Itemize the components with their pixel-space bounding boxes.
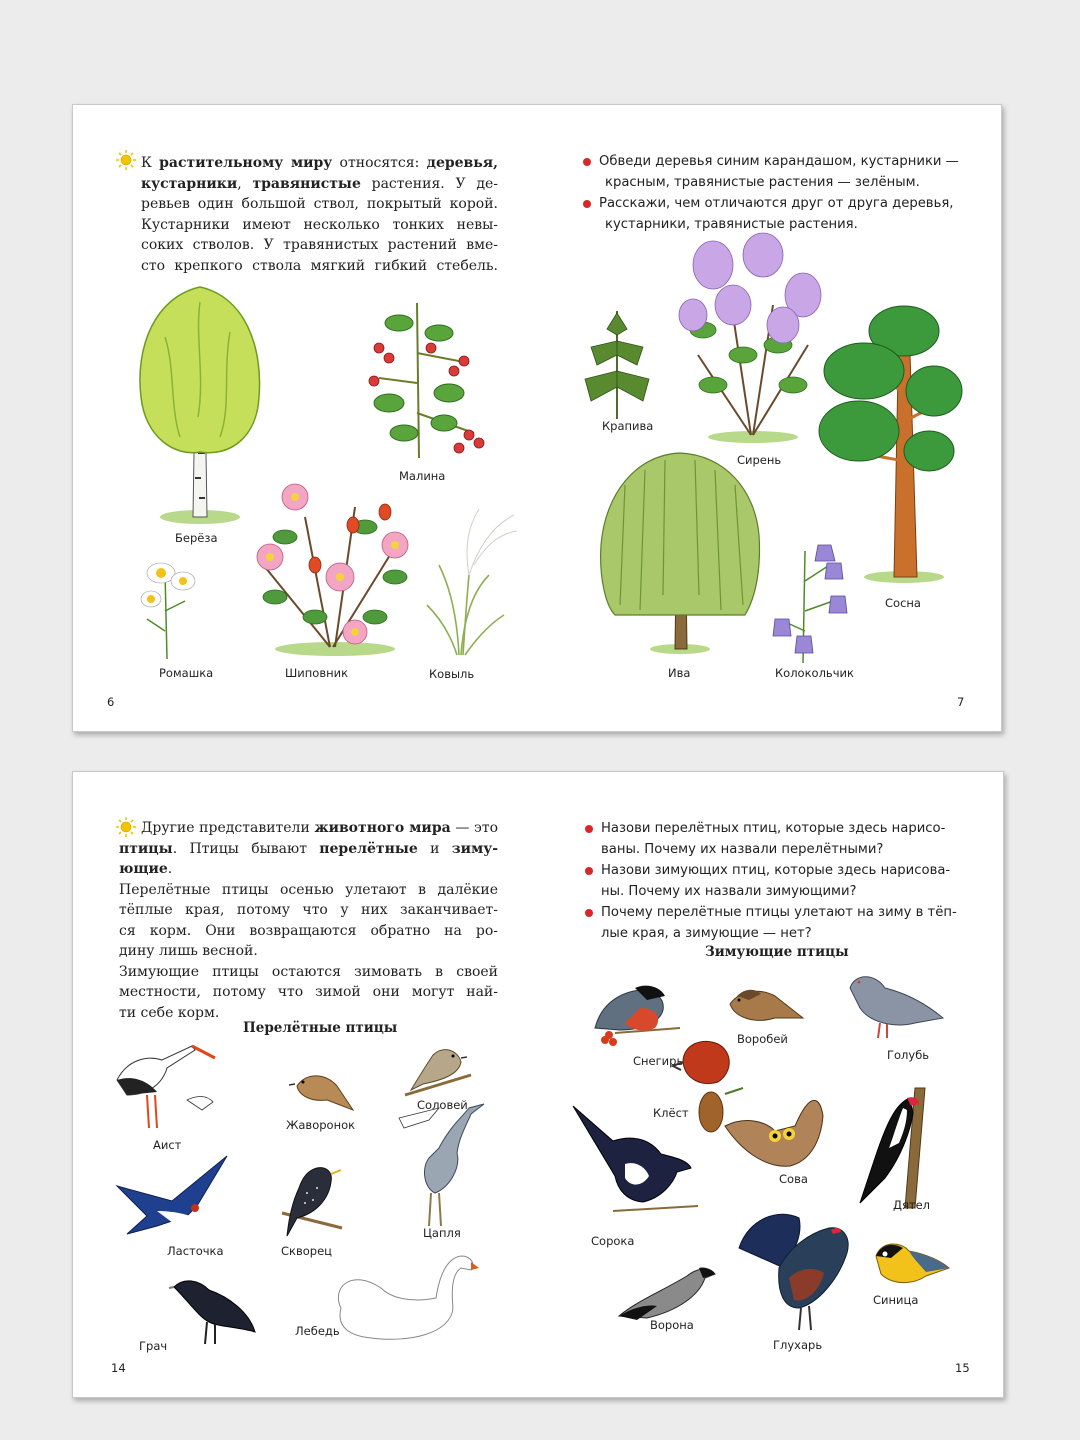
lark-illustration	[287, 1066, 357, 1116]
sun-icon	[115, 816, 137, 838]
woodpecker-illustration	[855, 1088, 945, 1208]
text-line: Кустарники имеют несколько тонких невы-	[141, 216, 498, 233]
magpie-label: Сорока	[591, 1234, 635, 1248]
feather-grass-illustration	[419, 505, 519, 660]
text-line: ревьев один большой ствол, покрытый корой.	[141, 196, 498, 212]
bullfinch-illustration	[585, 978, 685, 1048]
book-spread-birds	[72, 771, 1004, 1398]
capercaillie-label: Глухарь	[773, 1338, 823, 1352]
sparrow-illustration	[725, 982, 805, 1037]
sparrow-label: Воробей	[737, 1032, 788, 1046]
rook-label: Грач	[139, 1339, 168, 1353]
nightingale-illustration	[403, 1040, 473, 1100]
chamomile-label: Ромашка	[159, 666, 214, 680]
text-line: кустарники, травянистые растения. У де-	[141, 175, 498, 192]
bullet-dot	[583, 200, 591, 208]
rosehip-label: Шиповник	[285, 666, 349, 680]
swallow-illustration	[117, 1156, 237, 1236]
willow-label: Ива	[668, 666, 691, 680]
text-line: ся корм. Они возвращаются обратно на ро-	[119, 922, 498, 939]
nightingale-label: Соловей	[417, 1098, 468, 1112]
feather-grass-label: Ковыль	[429, 667, 475, 681]
owl-label: Сова	[779, 1172, 808, 1186]
plants-intro-text	[141, 153, 498, 276]
page-number-left: 14	[111, 1361, 126, 1375]
pigeon-illustration	[845, 968, 945, 1043]
pigeon-label: Голубь	[887, 1048, 930, 1062]
raspberry-illustration	[359, 293, 489, 463]
tit-label: Синица	[873, 1293, 919, 1307]
nettle-illustration	[577, 301, 657, 421]
text-line: ти себе корм.	[119, 1004, 220, 1021]
starling-label: Скворец	[281, 1244, 332, 1258]
crow-label: Ворона	[650, 1318, 694, 1332]
crossbill-label: Клёст	[653, 1106, 689, 1120]
page-number-right: 15	[955, 1361, 970, 1375]
stork-illustration	[107, 1040, 217, 1130]
lilac-label: Сирень	[737, 453, 782, 467]
wintering-birds-heading: Зимующие птицы	[705, 944, 849, 960]
crow-illustration	[617, 1256, 717, 1326]
woodpecker-label: Дятел	[893, 1198, 931, 1212]
lark-label: Жаворонок	[286, 1118, 356, 1132]
bullet-dot	[583, 158, 591, 166]
task-bullet: Назови зимующих птиц, которые здесь нарисова- ны. Почему их назвали зимующими?	[583, 860, 983, 902]
text-line: птицы. Птицы бывают перелётные и зиму-	[119, 840, 499, 857]
page-number-left: 6	[107, 695, 115, 709]
text-line: дину лишь весной.	[119, 943, 258, 959]
text-line: Другие представители животного мира — это	[141, 820, 499, 836]
swallow-label: Ласточка	[167, 1244, 224, 1258]
crossbill-illustration	[673, 1032, 743, 1092]
text-line: К растительному миру относятся: деревья,	[141, 155, 498, 171]
starling-illustration	[277, 1158, 347, 1238]
page-number-right: 7	[957, 695, 965, 709]
bullet-dot	[585, 909, 593, 917]
text-line: сто крепкого ствола мягкий гибкий стебель.	[141, 257, 498, 274]
bullet-dot	[585, 867, 593, 875]
heron-label: Цапля	[423, 1226, 461, 1240]
sun-icon	[115, 149, 137, 171]
magpie-illustration	[573, 1106, 713, 1226]
swan-label: Лебедь	[295, 1324, 340, 1338]
tit-illustration	[871, 1236, 951, 1296]
chamomile-illustration	[139, 551, 199, 661]
text-line: ющие.	[119, 861, 173, 877]
bullet-dot	[585, 825, 593, 833]
stork-label: Аист	[153, 1138, 182, 1152]
birds-intro-text	[119, 818, 499, 1023]
text-line: тёплые края, потому что у них заканчивает-	[119, 902, 498, 918]
book-spread-plants	[72, 104, 1002, 732]
capercaillie-illustration	[729, 1208, 859, 1338]
willow-illustration	[595, 445, 765, 655]
birch-label: Берёза	[175, 531, 218, 545]
bullfinch-label: Снегирь	[633, 1054, 684, 1068]
plants-tasks-list	[581, 151, 981, 235]
rook-illustration	[169, 1272, 259, 1352]
heron-illustration	[369, 1098, 489, 1228]
nettle-label: Крапива	[602, 419, 654, 433]
lilac-illustration	[673, 235, 833, 445]
text-line: Перелётные птицы осенью улетают в далёкие	[119, 881, 498, 898]
migratory-birds-heading: Перелётные птицы	[243, 1020, 398, 1036]
task-bullet: Расскажи, чем отличаются друг от друга деревья, кустарники, травянистые растения.	[581, 193, 981, 235]
pine-label: Сосна	[885, 596, 921, 610]
text-line: соких стволов. У травянистых растений вме-	[141, 237, 498, 253]
task-bullet: Обведи деревья синим карандашом, кустарники — красным, травянистые растения — зелёным.	[581, 151, 981, 193]
owl-illustration	[725, 1086, 825, 1176]
raspberry-label: Малина	[399, 469, 446, 483]
text-line: местности, потому что зимой они могут най-	[119, 984, 498, 1000]
swan-illustration	[321, 1248, 481, 1348]
bellflower-illustration	[773, 541, 853, 666]
rosehip-illustration	[245, 477, 425, 657]
task-bullet: Назови перелётных птиц, которые здесь нарисо- ваны. Почему их назвали перелётными?	[583, 818, 983, 860]
bellflower-label: Колокольчик	[775, 666, 854, 680]
birds-tasks-list	[583, 818, 983, 944]
text-line: Зимующие птицы остаются зимовать в своей	[119, 963, 498, 980]
task-bullet: Почему перелётные птицы улетают на зиму в тёп- лые края, а зимующие — нет?	[583, 902, 983, 944]
